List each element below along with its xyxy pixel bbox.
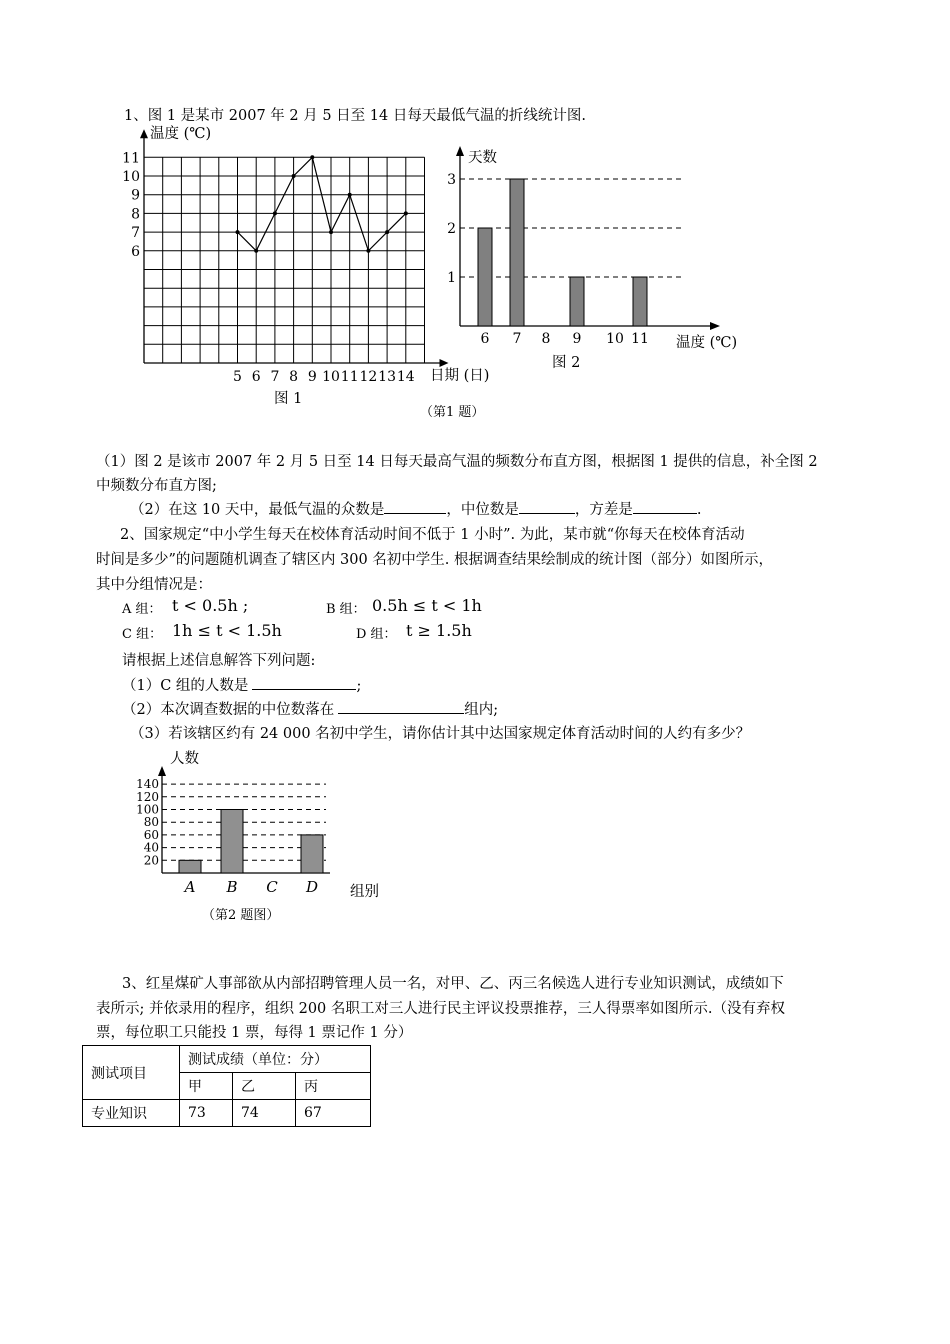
data-point [404,211,408,215]
q3-line1: 3、红星煤矿人事部欲从内部招聘管理人员一名，对甲、乙、丙三名候选人进行专业知识测试，成绩如下 [122,976,784,992]
bar [179,860,201,873]
x-tick-label: 11 [340,369,359,385]
x-tick-label: B [226,878,238,896]
y-tick-label: 80 [143,815,159,830]
x-tick-label: 10 [606,331,624,347]
x-tick-label: C [266,878,278,896]
q1-part2-mode: （2）在这 10 天中，最低气温的众数是 [130,502,385,518]
fig1-y-label: 温度 (℃) [150,126,212,142]
table-row-label: 专业知识 [83,1100,180,1127]
x-tick-label: 9 [572,331,582,347]
x-tick-label: 5 [233,369,242,385]
y-tick-label: 8 [131,206,140,223]
y-tick-label: 60 [143,827,159,842]
q1-part2 [130,498,702,519]
q2-c-count-blank[interactable] [252,675,356,690]
q2-median-group-blank[interactable] [338,699,464,714]
group-b-expr: 0.5h ≤ t < 1h [372,596,482,615]
q1-variance-blank[interactable] [633,499,697,514]
q1-part2-variance: ，方差是 [574,502,633,518]
fig2-x-label: 温度 (℃) [676,335,738,351]
q1-intro: 1、图 1 是某市 2007 年 2 月 5 日至 14 日每天最低气温的折线统计图. [124,108,586,124]
q2-prompt: 请根据上述信息解答下列问题: [122,653,316,669]
q3-line3: 票，每位职工只能投 1 票，每得 1 票记作 1 分） [96,1025,413,1041]
q1-median-blank[interactable] [519,499,575,514]
bar [301,835,323,873]
y-axis-arrow-icon [456,146,464,156]
y-tick-label: 2 [447,221,456,237]
y-tick-label: 120 [136,789,159,804]
group-d-expr: t ≥ 1.5h [406,621,472,640]
q1-mode-blank[interactable] [384,499,446,514]
group-d-label: D 组： [356,627,397,642]
table-cell: 74 [233,1100,296,1127]
y-tick-label: 40 [143,840,159,855]
q2-sub2-end: 组内; [464,702,499,718]
data-point [366,249,370,253]
q1-part1-line2: 中频数分布直方图; [96,478,217,494]
q1-caption: （第1 题） [420,405,485,420]
x-tick-label: 7 [512,331,522,347]
data-point [273,211,277,215]
fig1-caption: 图 1 [274,391,303,407]
q2-line3: 其中分组情况是： [96,577,212,593]
data-point [348,193,352,197]
bar [221,810,243,874]
group-c-expr: 1h ≤ t < 1.5h [172,621,282,640]
data-point [329,230,333,234]
q2-bar-chart [130,760,390,900]
data-point [236,230,240,234]
x-tick-label: D [305,878,319,896]
q2-sub3: （3）若该辖区约有 24 000 名初中学生，请你估计其中达国家规定体育活动时间的人约有多少？ [130,726,751,742]
data-point [310,155,314,159]
bar [633,277,647,326]
table-header-score: 测试成绩（单位：分） [180,1046,371,1073]
data-point [385,230,389,234]
y-tick-label: 1 [447,270,456,286]
fig2-caption: 图 2 [552,355,581,371]
q2-line1: 2、国家规定“中小学生每天在校体育活动时间不低于 1 小时”. 为此，某市就“你每天在校体育活动 [120,527,745,543]
fig2-y-label: 天数 [468,150,497,166]
bar [510,179,524,326]
data-point [292,174,296,178]
fig2-bar-chart [440,140,750,350]
series-line [238,157,406,251]
y-tick-label: 100 [136,802,159,817]
q2-sub1-text: （1）C 组的人数是 [122,678,249,694]
q2-chart-y-label: 人数 [170,751,199,767]
table-cell: 67 [296,1100,371,1127]
q2-chart-x-label: 组别 [350,884,379,900]
y-tick-label: 3 [447,172,456,188]
q1-part2-end: . [696,502,702,518]
q2-sub1 [122,674,361,695]
x-tick-label: 7 [270,369,280,385]
bar [570,277,584,326]
x-tick-label: 13 [378,369,397,385]
group-a-expr: t < 0.5h ; [172,596,249,615]
y-axis-arrow-icon [140,129,148,138]
y-tick-label: 140 [136,777,159,792]
x-tick-label: 8 [541,331,551,347]
x-tick-label: 6 [251,369,261,385]
q2-line2: 时间是多少”的问题随机调查了辖区内 300 名初中学生. 根据调查结果绘制成的统计图（部分）如图所示， [96,552,774,568]
y-tick-label: 6 [131,243,140,260]
table-header-item: 测试项目 [83,1046,180,1100]
y-tick-label: 20 [143,853,159,868]
table-candidate: 乙 [233,1073,296,1100]
q3-line2: 表所示; 并依录用的程序，组织 200 名职工对三人进行民主评议投票推荐，三人得票率如图所示.（没有弃权 [96,1001,785,1017]
x-tick-label: 6 [480,331,490,347]
x-tick-label: 11 [631,331,649,347]
y-tick-label: 10 [122,169,140,185]
data-point [254,249,258,253]
bar [478,228,492,326]
group-c-label: C 组： [122,627,163,642]
score-table [82,1045,371,1127]
q1-part2-median: ，中位数是 [446,502,519,518]
table-candidate: 甲 [180,1073,233,1100]
y-tick-label: 9 [131,187,140,204]
x-tick-label: 12 [359,369,378,385]
fig1-x-label: 日期 (日) [430,368,490,384]
q2-chart-caption: （第2 题图） [202,908,280,923]
x-tick-label: 8 [289,369,299,385]
group-b-label: B 组： [326,602,366,617]
y-axis-arrow-icon [158,766,166,776]
x-axis-arrow-icon [710,322,720,330]
table-cell: 73 [180,1100,233,1127]
x-tick-label: A [184,878,196,896]
x-tick-label: 10 [322,369,340,385]
group-a-label: A 组： [122,602,162,617]
q1-part1-line1: （1）图 2 是该市 2007 年 2 月 5 日至 14 日每天最高气温的频数分布直方图，根据图 1 提供的信息，补全图 2 [96,454,818,470]
y-tick-label: 7 [131,225,140,242]
x-tick-label: 14 [396,369,415,385]
table-candidate: 丙 [296,1073,371,1100]
y-tick-label: 11 [122,150,140,167]
q2-sub1-end: ; [356,678,362,694]
x-tick-label: 9 [307,369,317,385]
q2-sub2-text: （2）本次调查数据的中位数落在 [122,702,335,718]
q2-sub2 [122,698,498,719]
